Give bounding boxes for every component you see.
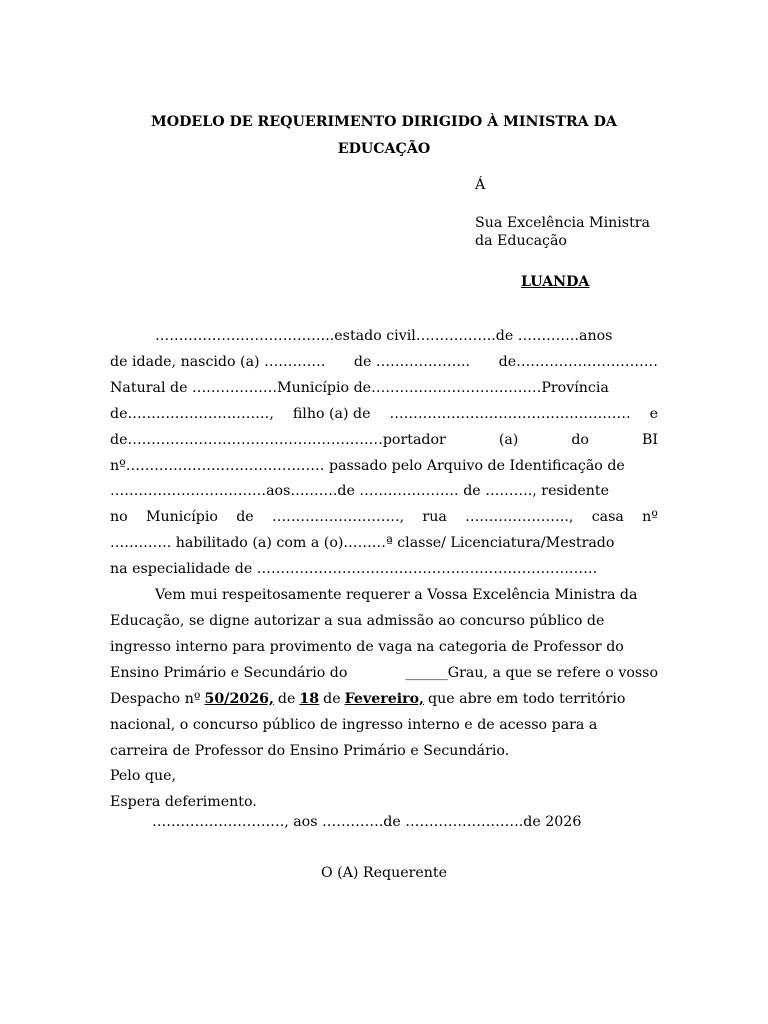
form-line	[110, 376, 658, 402]
form-line-segment: (a)	[498, 431, 519, 448]
paragraph-line-2	[110, 609, 658, 635]
form-line-segment: casa	[591, 509, 624, 526]
despacho-month: Fevereiro,	[344, 690, 424, 707]
form-line-segment: nº…………………………………… passado pelo Arquivo de Identificação de	[110, 457, 625, 474]
form-line-segment: e	[649, 405, 658, 422]
document-title	[110, 109, 658, 163]
form-line-segment: Natural de ………………Município de………………………………Província	[110, 379, 609, 396]
form-line	[110, 557, 658, 583]
paragraph-text: Despacho nº	[110, 690, 201, 707]
title-line-1: MODELO DE REQUERIMENTO DIRIGIDO À MINISTRA DA	[151, 114, 617, 130]
form-line-segment: de idade, nascido (a) ………….	[110, 353, 326, 370]
form-line-segment: BI	[641, 431, 658, 448]
addressee-block	[475, 176, 650, 250]
title-line-2: EDUCAÇÃO	[337, 141, 431, 157]
form-line-segment: do	[571, 431, 589, 448]
form-line	[110, 402, 658, 428]
city-heading: LUANDA	[521, 274, 590, 290]
addressee-line-2: da Educação	[475, 233, 567, 249]
paragraph-line-7	[110, 739, 658, 765]
form-line	[110, 454, 658, 480]
form-line-segment: ………………………,	[271, 509, 405, 526]
closing-text: Espera deferimento.	[110, 794, 257, 811]
paragraph-text: Vem mui respeitosamente requerer a Vossa Excelência Ministra da	[155, 587, 638, 604]
paragraph-text: carreira de Professor do Ensino Primário e Secundário.	[110, 742, 510, 759]
form-line	[110, 350, 658, 376]
form-line-segment: de ………………..	[353, 353, 471, 370]
paragraph-line-4	[110, 661, 658, 687]
despacho-day: 18	[299, 690, 320, 707]
paragraph-line-5	[110, 687, 658, 713]
paragraph-text: Educação, se digne autorizar a sua admissão ao concurso público de	[110, 612, 605, 629]
paragraph-line-1	[110, 583, 658, 609]
paragraph-text: Ensino Primário e Secundário do	[110, 664, 348, 681]
form-line-segment: ………………………………..estado civil……………..de ………….anos	[155, 328, 613, 344]
despacho-number: 50/2026,	[204, 690, 274, 707]
form-line	[110, 324, 658, 350]
closing-text: Pelo que,	[110, 768, 177, 785]
paragraph-text: Grau, a que se refere o vosso	[447, 664, 658, 681]
form-line	[110, 505, 658, 531]
grau-blank	[405, 661, 658, 687]
closing-line-2	[110, 790, 658, 816]
form-line-segment: ………………….,	[465, 509, 574, 526]
paragraph-text: de	[323, 690, 341, 707]
addressee-line-1: Sua Excelência Ministra	[475, 215, 651, 231]
form-line-segment: nº	[642, 509, 658, 526]
form-line-segment: Município	[145, 509, 218, 526]
form-line-segment: de…………………………,	[110, 405, 274, 422]
addressee-spacer	[475, 194, 650, 214]
form-line-segment: no	[110, 509, 128, 526]
request-body	[110, 324, 658, 816]
form-line-segment: filho (a) de	[292, 405, 371, 422]
grau-blank-line: ______	[405, 664, 448, 681]
form-line	[110, 531, 658, 557]
form-line-segment: ……………………………………………	[389, 405, 631, 422]
date-line: ………………………., aos ………….de …………………….de 2026	[152, 814, 582, 830]
paragraph-text: nacional, o concurso público de ingresso interno e de acesso para a	[110, 716, 598, 733]
form-line-segment: de…………………………	[498, 353, 658, 370]
form-line-segment: na especialidade de ………………………………………………………………	[110, 561, 598, 578]
form-line-segment: …………. habilitado (a) com a (o)………ª classe/ Licenciatura/Mestrado	[110, 535, 615, 552]
paragraph-text: ingresso interno para provimento de vaga na categoria de Professor do	[110, 638, 624, 655]
paragraph-text: de	[277, 690, 296, 707]
paragraph-line-3	[110, 635, 658, 661]
form-line-segment: de………………………………………………portador	[110, 431, 446, 448]
form-line-segment: rua	[422, 509, 447, 526]
closing-line-1	[110, 764, 658, 790]
form-line	[110, 479, 658, 505]
paragraph-text: que abre em todo território	[428, 690, 626, 707]
form-lines	[110, 324, 658, 583]
paragraph-line-6	[110, 713, 658, 739]
form-line	[110, 428, 658, 454]
addressee-prefix: Á	[475, 177, 486, 193]
form-line-segment: ……………………………aos……….de ………………… de ………., residente	[110, 483, 610, 500]
signature-line: O (A) Requerente	[320, 865, 448, 881]
form-line-segment: de	[236, 509, 254, 526]
